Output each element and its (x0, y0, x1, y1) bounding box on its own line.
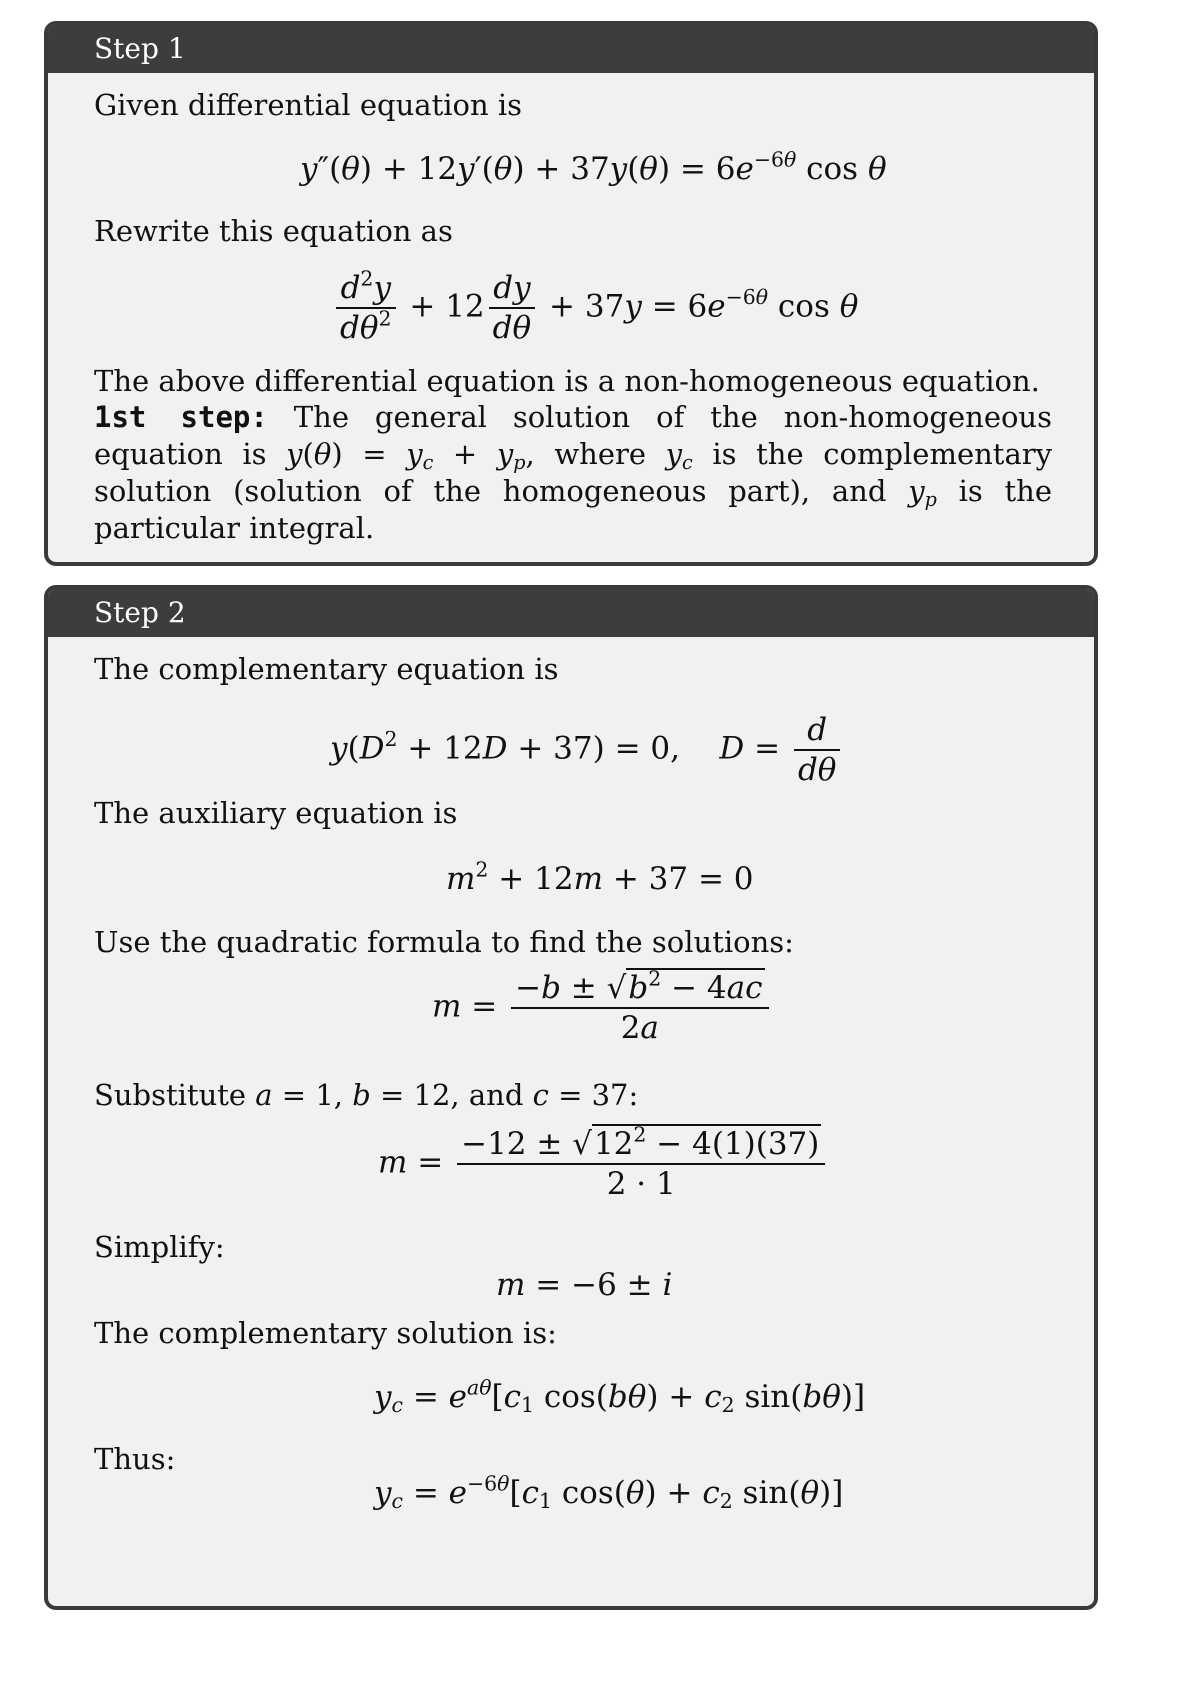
step-1-header: Step 1 (48, 25, 1094, 73)
aux-label: The auxiliary equation is (94, 796, 458, 830)
equation-original: $y''(\theta) + 12y'(\theta) + 37y(\theta) = 6e^{-6\theta}$ cos θ (300, 147, 887, 187)
step-1-first-step: 1st step: The general solution of the non-homogeneous equation is $y(\theta) = y_c + y_p$, where $y_c$ is the complementary solution (solution of the homogeneous part), and $y_p$ is the particular integral. (94, 400, 1053, 545)
step-1-nonhomog: The above differential equation is a non-homogeneous equation. (94, 364, 1040, 398)
step-2-card (44, 585, 1098, 1610)
first-step-label: 1st step: (94, 400, 268, 434)
complementary-equation: $y(D^2 + 12D + 37) = 0$, D = $\frac{d}{d\theta}$ (330, 711, 844, 789)
thus-label: Thus: (94, 1442, 176, 1476)
quad-label: Use the quadratic formula to find the solutions: (94, 925, 794, 959)
quadratic-formula: m = $\frac{-b \pm √b^2 - 4ac}{2a}$ (432, 969, 773, 1047)
comp-sol-label: The complementary solution is: (94, 1316, 557, 1350)
step-1-rewrite: Rewrite this equation as (94, 214, 453, 248)
complementary-solution-final: $y_c = e^{-6\theta}[c_1$ $\cos(\theta) + c_2$ sin(θ)] (374, 1471, 844, 1514)
substituted-formula: m = $\frac{-12 \pm √12^2 - 4(1)(37)}{2 \cdot 1}$ (378, 1125, 829, 1203)
complementary-solution-general: $y_c = e^{a\theta}[c_1$ $\cos(b\theta) + c_2$ sin(bθ)] (374, 1375, 866, 1418)
step-1-intro: Given differential equation is (94, 88, 523, 122)
simplify-label: Simplify: (94, 1230, 225, 1264)
comp-eq-label: The complementary equation is (94, 652, 559, 686)
subst-label: Substitute a = 1, b = 12, and c = 37: (94, 1078, 639, 1112)
step-1-card (44, 21, 1098, 566)
step-2-header: Step 2 (48, 589, 1094, 637)
equation-rewritten: $\frac{d^2y}{d\theta^2}$ + 12 $\frac{dy}{d\theta}$ + $37y = 6e^{-6\theta}$ cos θ (332, 269, 858, 347)
auxiliary-equation: $m^2 + 12m + 37 = 0$ (446, 857, 754, 897)
simplified-roots: m = −6 ± i (496, 1267, 673, 1303)
